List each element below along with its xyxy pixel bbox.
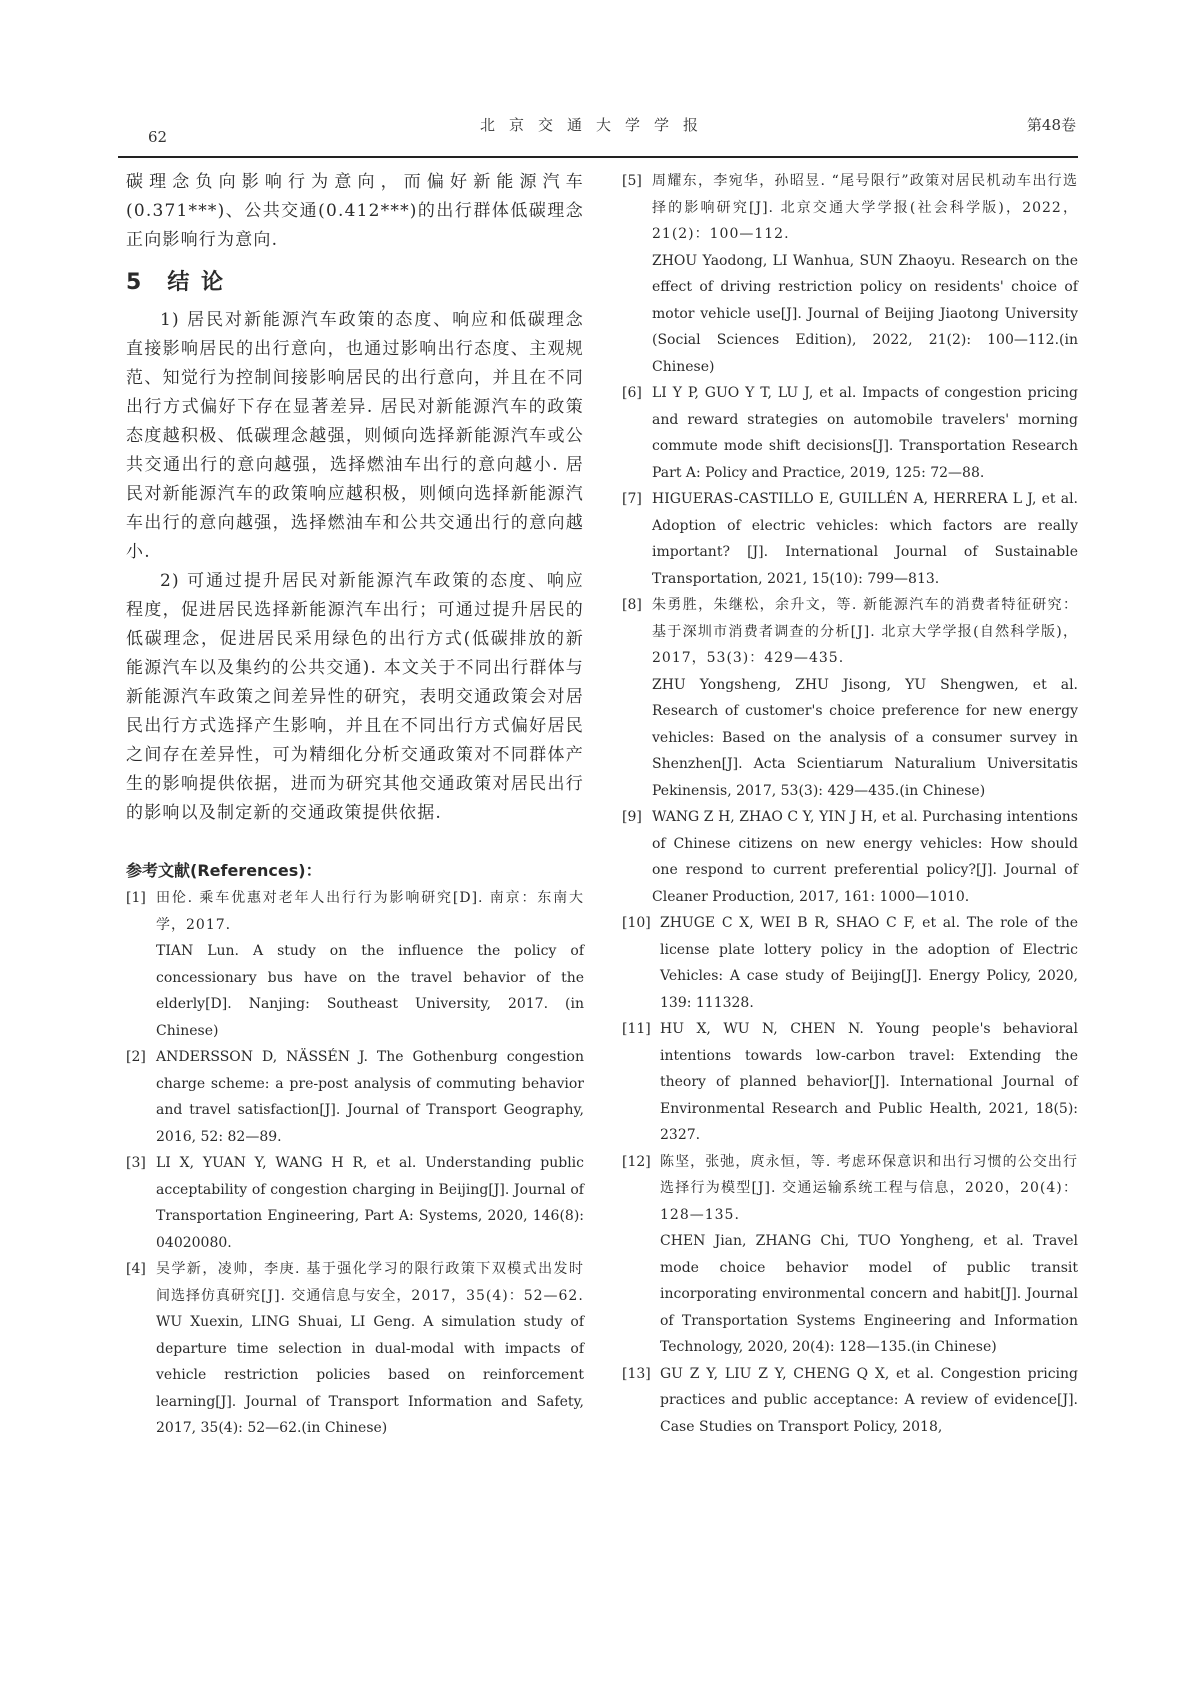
reference-en: HU X, WU N, CHEN N. Young people's behavioral intentions towards low-carbon travel: Extending the theory of planned behavior[J]. International Journal of Environmental Research and Public Health, 2021, 18(5): 2327. [660,1021,1078,1143]
reference-item [622,910,1078,1016]
header-rule [118,156,1078,158]
running-header [118,112,1076,146]
reference-en: WU Xuexin, LING Shuai, LI Geng. A simulation study of departure time selection in dual-modal with impacts of vehicle restriction policies based on reinforcement learning[J]. Journal of Transport Information and Safety, 2017, 35(4): 52—62.(in Chinese) [156,1314,584,1436]
reference-cn: 吴学新，凌帅，李庚. 基于强化学习的限行政策下双模式出发时间选择仿真研究[J]. 交通信息与安全，2017，35(4)：52—62. [156,1261,584,1304]
reference-tag: [5] [622,173,642,189]
reference-en: LI Y P, GUO Y T, LU J, et al. Impacts of congestion pricing and reward strategies on automobile travelers' morning commute mode shift decisions[J]. Transportation Research Part A: Policy and Practice, 2019, 125: 72—88. [652,385,1078,481]
reference-item [622,380,1078,486]
reference-item [622,804,1078,910]
reference-tag: [3] [126,1155,146,1171]
reference-item [622,168,1078,380]
reference-tag: [13] [622,1365,651,1382]
reference-en: GU Z Y, LIU Z Y, CHENG Q X, et al. Congestion pricing practices and public acceptance: A review of evidence[J]. Case Studies on Transport Policy, 2018, [660,1365,1078,1435]
conclusion-paragraph-2: 2) 可通过提升居民对新能源汽车政策的态度、响应程度，促进居民选择新能源汽车出行；可通过提升居民的低碳理念，促进居民采用绿色的出行方式(低碳排放的新能源汽车以及集约的公共交通). 本文关于不同出行群体与新能源汽车政策之间差异性的研究，表明交通政策会对居民出行方式选择产生影响，并且在不同出行方式偏好居民之间存在差异性，可为精细化分析交通政策对不同群体产生的影响提供依据，进而为研究其他交通政策对居民出行的影响以及制定新的交通政策提供依据. [126,571,584,823]
reference-item [622,592,1078,804]
reference-tag: [9] [622,809,642,825]
reference-en: ZHUGE C X, WEI B R, SHAO C F, et al. The role of the license plate lottery policy in the adoption of Electric Vehicles: A case study of Beijing[J]. Energy Policy, 2020, 139: 111328. [660,915,1078,1011]
reference-item [126,1256,584,1442]
reference-tag: [11] [622,1021,651,1037]
reference-tag: [8] [622,597,642,613]
reference-item [622,1361,1078,1441]
reference-en: CHEN Jian, ZHANG Chi, TUO Yongheng, et al. Travel mode choice behavior model of public transit incorporating environmental concern and habit[J]. Journal of Transportation Systems Engineering and Information Technology, 2020, 20(4): 128—135.(in Chinese) [660,1233,1078,1355]
reference-item [126,885,584,1044]
reference-tag: [10] [622,915,651,931]
reference-en: TIAN Lun. A study on the influence the policy of concessionary bus have on the travel behavior of the elderly[D]. Nanjing: Southeast University, 2017. (in Chinese) [156,943,584,1039]
right-column [622,168,1078,1440]
reference-item [622,1016,1078,1149]
reference-item [126,1044,584,1150]
reference-item [622,486,1078,592]
reference-cn: 陈坚，张弛，庹永恒，等. 考虑环保意识和出行习惯的公交出行选择行为模型[J]. 交通运输系统工程与信息，2020，20(4)：128—135. [660,1153,1078,1223]
reference-en: HIGUERAS-CASTILLO E, GUILLÉN A, HERRERA L J, et al. Adoption of electric vehicles: which factors are really important? [J]. International Journal of Sustainable Transportation, 2021, 15(10): 799—813. [652,491,1078,587]
reference-tag: [1] [126,890,146,906]
reference-tag: [4] [126,1261,146,1277]
reference-en: ANDERSSON D, NÄSSÉN J. The Gothenburg congestion charge scheme: a pre-post analysis of commuting behavior and travel satisfaction[J]. Journal of Transport Geography, 2016, 52: 82—89. [156,1049,584,1145]
reference-cn: 周耀东，李宛华，孙昭昱. “尾号限行”政策对居民机动车出行选择的影响研究[J]. 北京交通大学学报(社会科学版)，2022，21(2)：100—112. [652,173,1078,242]
reference-item [622,1149,1078,1361]
reference-tag: [2] [126,1049,146,1065]
reference-cn: 朱勇胜，朱继松，余升文，等. 新能源汽车的消费者特征研究：基于深圳市消费者调查的分析[J]. 北京大学学报(自然科学版)，2017，53(3)：429—435. [652,597,1078,666]
reference-en: ZHOU Yaodong, LI Wanhua, SUN Zhaoyu. Research on the effect of driving restriction policy on residents' choice of motor vehicle use[J]. Journal of Beijing Jiaotong University (Social Sciences Edition), 2022, 21(2): 100—112.(in Chinese) [652,252,1078,375]
reference-en: ZHU Yongsheng, ZHU Jisong, YU Shengwen, et al. Research of customer's choice preference for new energy vehicles: Based on the analysis of a consumer survey in Shenzhen[J]. Acta Scientiarum Naturalium Universitatis Pekinensis, 2017, 53(3): 429—435.(in Chinese) [652,676,1078,799]
page-number: 62 [148,128,168,146]
continuation-paragraph: 碳理念负向影响行为意向，而偏好新能源汽车(0.371***)、公共交通(0.412***)的出行群体低碳理念正向影响行为意向. [126,172,584,250]
reference-item [126,1150,584,1256]
section-heading [126,265,584,296]
volume-label: 第48卷 [1026,116,1076,134]
left-column [126,168,584,1442]
reference-tag: [12] [622,1153,651,1170]
reference-en: LI X, YUAN Y, WANG H R, et al. Understanding public acceptability of congestion charging in Beijing[J]. Journal of Transportation Engineering, Part A: Systems, 2020, 146(8): 04020080. [156,1155,584,1251]
reference-tag: [7] [622,491,642,507]
section-title: 结 论 [167,270,225,295]
references-heading: 参考文献(References)： [126,861,322,880]
journal-title: 北京交通大学学报 [480,116,713,134]
reference-en: WANG Z H, ZHAO C Y, YIN J H, et al. Purchasing intentions of Chinese citizens on new energy vehicles: How should one respond to current preferential policy?[J]. Journal of Cleaner Production, 2017, 161: 1000—1010. [652,809,1078,905]
reference-tag: [6] [622,385,642,401]
conclusion-paragraph-1: 1) 居民对新能源汽车政策的态度、响应和低碳理念直接影响居民的出行意向，也通过影响出行态度、主观规范、知觉行为控制间接影响居民的出行意向，并且在不同出行方式偏好下存在显著差异. 居民对新能源汽车的政策态度越积极、低碳理念越强，则倾向选择新能源汽车或公共交通出行的意向越强，选择燃油车出行的意向越小. 居民对新能源汽车的政策响应越积极，则倾向选择新能源汽车出行的意向越强，选择燃油车和公共交通出行的意向越小. [126,310,584,562]
reference-cn: 田伦. 乘车优惠对老年人出行行为影响研究[D]. 南京：东南大学，2017. [156,890,584,933]
section-number: 5 [126,270,144,295]
